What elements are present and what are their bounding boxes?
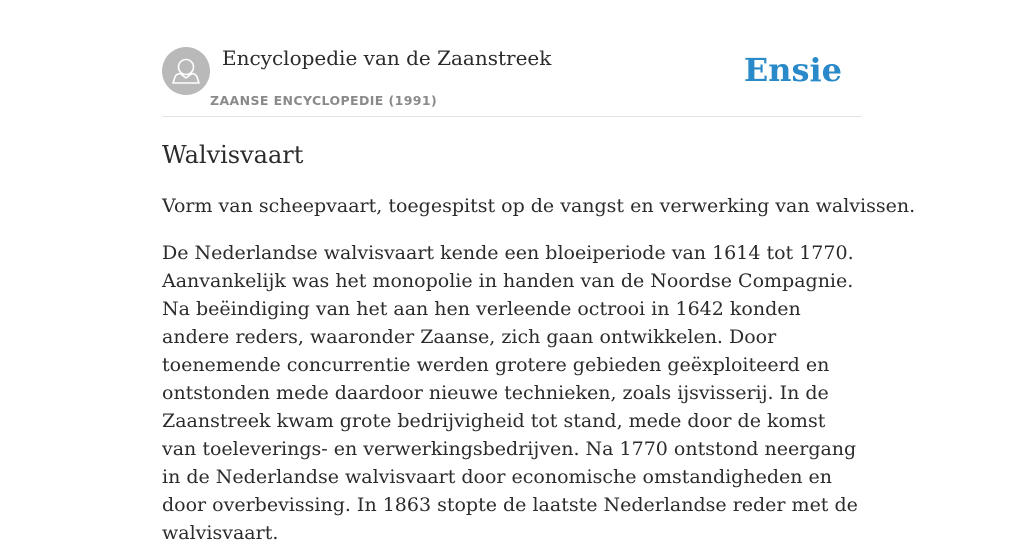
avatar[interactable]: [162, 47, 210, 95]
source-header: [162, 0, 862, 117]
article-title: Walvisvaart: [162, 141, 304, 169]
page: [162, 0, 916, 544]
ensie-logo[interactable]: Ensie: [743, 51, 842, 89]
article-body: De Nederlandse walvisvaart kende een bloeiperiode van 1614 tot 1770. Aanvankelijk was het monopolie in handen van de Noordse Compagnie. Na beëindiging van het aan hen verleende octrooi in 1642 konden andere reders, waaronder Zaanse, zich gaan ontwikkelen. Door toenemende concurrentie werden grotere gebieden geëxploiteerd en ontstonden mede daardoor nieuwe technieken, zoals ijsvisserij. In de Zaanstreek kwam grote bedrijvigheid tot stand, mede door de komst van toeleverings- en verwerkingsbedrijven. Na 1770 ontstond neergang in de Nederlandse walvisvaart door economische omstandigheden en door overbevissing. In 1863 stopte de laatste Nederlandse reder met de walvisvaart.: [162, 242, 858, 544]
user-icon: [162, 47, 210, 95]
source-subtitle: ZAANSE ENCYCLOPEDIE (1991): [210, 93, 438, 108]
article-lead: Vorm van scheepvaart, toegespitst op de vangst en verwerking van walvissen.: [162, 195, 916, 217]
source-title[interactable]: Encyclopedie van de Zaanstreek: [222, 46, 552, 70]
